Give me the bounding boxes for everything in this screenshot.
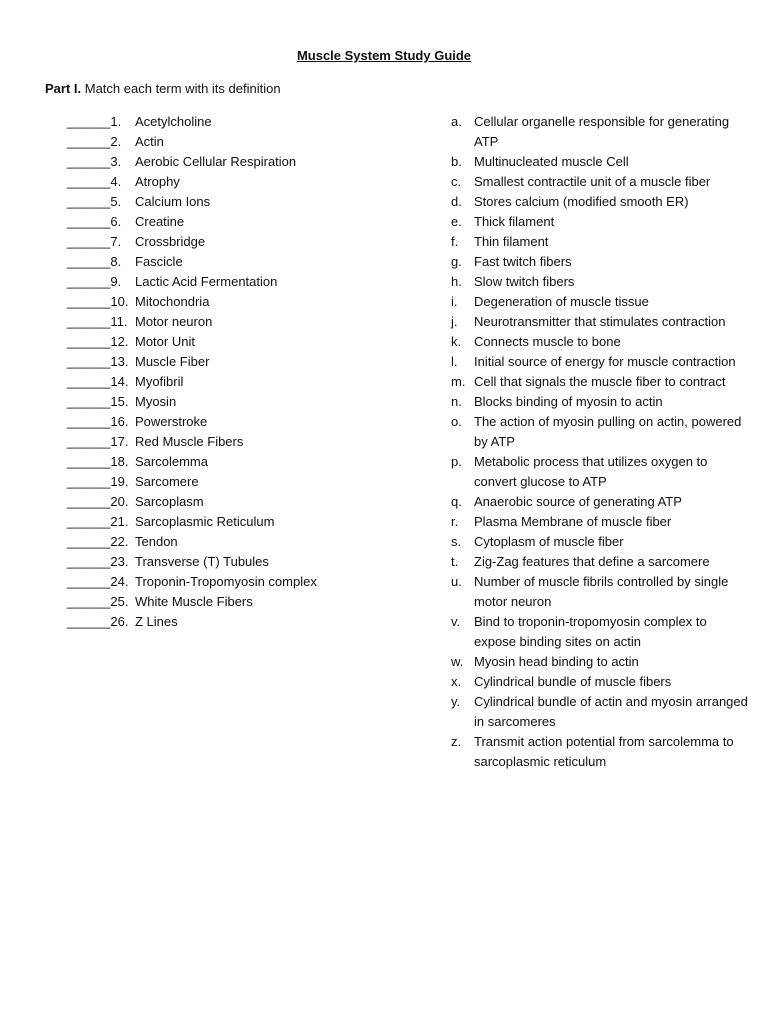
- definition-item: [451, 392, 751, 412]
- term-answer-blank[interactable]: ______24.: [67, 574, 129, 589]
- term-item: [67, 132, 397, 152]
- term-item: [67, 352, 397, 372]
- term-answer-blank[interactable]: ______8.: [67, 254, 122, 269]
- definition-letter: j.: [451, 314, 458, 329]
- term-item: [67, 192, 397, 212]
- definition-text: Multinucleated muscle Cell: [474, 154, 629, 169]
- term-answer-blank[interactable]: ______3.: [67, 154, 122, 169]
- part-label: Part I.: [45, 81, 82, 96]
- term-answer-blank[interactable]: ______13.: [67, 354, 129, 369]
- term-item: [67, 272, 397, 292]
- term-name: Sarcoplasm: [135, 494, 204, 509]
- term-item: [67, 332, 397, 352]
- definition-text: Myosin head binding to actin: [474, 654, 639, 669]
- definition-item: [451, 672, 751, 692]
- definition-item: [451, 192, 751, 212]
- definition-item: [451, 652, 751, 672]
- definition-item: [451, 612, 751, 652]
- term-answer-blank[interactable]: ______1.: [67, 114, 122, 129]
- term-name: Transverse (T) Tubules: [135, 554, 269, 569]
- definition-letter: z.: [451, 734, 462, 749]
- definition-item: [451, 572, 751, 612]
- definition-text: Connects muscle to bone: [474, 334, 621, 349]
- definition-item: [451, 552, 751, 572]
- definition-letter: r.: [451, 514, 459, 529]
- term-answer-blank[interactable]: ______4.: [67, 174, 122, 189]
- term-answer-blank[interactable]: ______5.: [67, 194, 122, 209]
- term-answer-blank[interactable]: ______10.: [67, 294, 129, 309]
- term-answer-blank[interactable]: ______2.: [67, 134, 122, 149]
- term-item: [67, 512, 397, 532]
- definition-text: Thin filament: [474, 234, 549, 249]
- term-answer-blank[interactable]: ______26.: [67, 614, 129, 629]
- term-answer-blank[interactable]: ______19.: [67, 474, 129, 489]
- term-name: Sarcomere: [135, 474, 199, 489]
- definition-letter: l.: [451, 354, 458, 369]
- term-name: Myosin: [135, 394, 177, 409]
- definition-item: [451, 512, 751, 532]
- term-item: [67, 392, 397, 412]
- definition-text: Metabolic process that utilizes oxygen to convert glucose to ATP: [474, 454, 708, 489]
- definition-letter: e.: [451, 214, 462, 229]
- term-item: [67, 312, 397, 332]
- term-answer-blank[interactable]: ______20.: [67, 494, 129, 509]
- term-name: Powerstroke: [135, 414, 208, 429]
- term-item: [67, 232, 397, 252]
- definition-text: Cell that signals the muscle fiber to contract: [474, 374, 726, 389]
- definition-letter: k.: [451, 334, 462, 349]
- definition-letter: g.: [451, 254, 462, 269]
- definition-item: [451, 112, 751, 152]
- terms-list: [67, 112, 397, 632]
- term-name: Calcium Ions: [135, 194, 211, 209]
- term-item: [67, 612, 397, 632]
- definition-item: [451, 732, 751, 772]
- term-name: Troponin-Tropomyosin complex: [135, 574, 317, 589]
- definition-letter: a.: [451, 114, 462, 129]
- definition-text: Stores calcium (modified smooth ER): [474, 194, 689, 209]
- definition-item: [451, 452, 751, 492]
- part-heading: [45, 80, 281, 98]
- term-answer-blank[interactable]: ______11.: [67, 314, 128, 329]
- definition-item: [451, 692, 751, 732]
- definition-letter: o.: [451, 414, 462, 429]
- term-name: Fascicle: [135, 254, 183, 269]
- definition-item: [451, 252, 751, 272]
- term-name: Mitochondria: [135, 294, 210, 309]
- term-answer-blank[interactable]: ______21.: [67, 514, 129, 529]
- term-name: Red Muscle Fibers: [135, 434, 244, 449]
- definition-text: The action of myosin pulling on actin, powered by ATP: [474, 414, 742, 449]
- definition-item: [451, 372, 751, 392]
- term-name: Z Lines: [135, 614, 178, 629]
- definition-text: Fast twitch fibers: [474, 254, 572, 269]
- definition-letter: b.: [451, 154, 462, 169]
- term-name: Motor neuron: [135, 314, 213, 329]
- definition-letter: p.: [451, 454, 462, 469]
- term-item: [67, 112, 397, 132]
- definition-text: Anaerobic source of generating ATP: [474, 494, 682, 509]
- definition-text: Cytoplasm of muscle fiber: [474, 534, 624, 549]
- page-title: Muscle System Study Guide: [296, 48, 472, 63]
- term-name: Sarcolemma: [135, 454, 208, 469]
- term-answer-blank[interactable]: ______18.: [67, 454, 129, 469]
- term-item: [67, 472, 397, 492]
- definition-text: Cellular organelle responsible for generating ATP: [474, 114, 730, 149]
- definition-letter: n.: [451, 394, 462, 409]
- term-answer-blank[interactable]: ______7.: [67, 234, 122, 249]
- term-answer-blank[interactable]: ______14.: [67, 374, 129, 389]
- definition-letter: f.: [451, 234, 459, 249]
- definition-item: [451, 292, 751, 312]
- term-answer-blank[interactable]: ______16.: [67, 414, 129, 429]
- definition-text: Bind to troponin-tropomyosin complex to expose binding sites on actin: [474, 614, 707, 649]
- definition-text: Transmit action potential from sarcolemma to sarcoplasmic reticulum: [474, 734, 734, 769]
- definition-text: Slow twitch fibers: [474, 274, 575, 289]
- definition-text: Smallest contractile unit of a muscle fiber: [474, 174, 711, 189]
- definition-item: [451, 232, 751, 252]
- definition-letter: d.: [451, 194, 462, 209]
- definition-letter: i.: [451, 294, 458, 309]
- definition-letter: q.: [451, 494, 462, 509]
- definition-text: Plasma Membrane of muscle fiber: [474, 514, 672, 529]
- term-name: Aerobic Cellular Respiration: [135, 154, 297, 169]
- term-item: [67, 532, 397, 552]
- term-name: Tendon: [135, 534, 178, 549]
- definition-text: Cylindrical bundle of actin and myosin arranged in sarcomeres: [474, 694, 748, 729]
- definition-text: Initial source of energy for muscle contraction: [474, 354, 736, 369]
- term-answer-blank[interactable]: ______17.: [67, 434, 129, 449]
- definition-letter: u.: [451, 574, 462, 589]
- definition-text: Number of muscle fibrils controlled by single motor neuron: [474, 574, 729, 609]
- term-item: [67, 492, 397, 512]
- definition-letter: v.: [451, 614, 461, 629]
- definition-item: [451, 352, 751, 372]
- definition-letter: c.: [451, 174, 462, 189]
- definition-text: Zig-Zag features that define a sarcomere: [474, 554, 710, 569]
- definition-letter: y.: [451, 694, 461, 709]
- definition-letter: s.: [451, 534, 462, 549]
- term-item: [67, 292, 397, 312]
- definition-item: [451, 272, 751, 292]
- term-item: [67, 432, 397, 452]
- term-item: [67, 172, 397, 192]
- definition-letter: w.: [451, 654, 464, 669]
- term-item: [67, 592, 397, 612]
- definition-letter: h.: [451, 274, 462, 289]
- term-item: [67, 372, 397, 392]
- term-item: [67, 412, 397, 432]
- term-item: [67, 572, 397, 592]
- definition-text: Neurotransmitter that stimulates contraction: [474, 314, 726, 329]
- term-answer-blank[interactable]: ______23.: [67, 554, 129, 569]
- definition-item: [451, 312, 751, 332]
- term-answer-blank[interactable]: ______12.: [67, 334, 129, 349]
- definition-item: [451, 412, 751, 452]
- term-name: Sarcoplasmic Reticulum: [135, 514, 275, 529]
- definition-item: [451, 532, 751, 552]
- term-answer-blank[interactable]: ______25.: [67, 594, 129, 609]
- term-name: Motor Unit: [135, 334, 195, 349]
- term-name: Lactic Acid Fermentation: [135, 274, 278, 289]
- term-name: Atrophy: [135, 174, 180, 189]
- term-name: White Muscle Fibers: [135, 594, 253, 609]
- term-name: Actin: [135, 134, 164, 149]
- definition-item: [451, 492, 751, 512]
- definition-item: [451, 172, 751, 192]
- definition-text: Degeneration of muscle tissue: [474, 294, 649, 309]
- definition-letter: t.: [451, 554, 459, 569]
- term-item: [67, 212, 397, 232]
- term-name: Myofibril: [135, 374, 184, 389]
- term-item: [67, 152, 397, 172]
- definition-letter: x.: [451, 674, 462, 689]
- term-item: [67, 252, 397, 272]
- definition-item: [451, 332, 751, 352]
- term-item: [67, 552, 397, 572]
- definition-item: [451, 152, 751, 172]
- definition-text: Thick filament: [474, 214, 555, 229]
- term-name: Creatine: [135, 214, 185, 229]
- definition-text: Cylindrical bundle of muscle fibers: [474, 674, 672, 689]
- definitions-list: [451, 112, 751, 772]
- term-answer-blank[interactable]: ______22.: [67, 534, 129, 549]
- definition-letter: m.: [451, 374, 466, 389]
- term-answer-blank[interactable]: ______9.: [67, 274, 122, 289]
- term-item: [67, 452, 397, 472]
- term-name: Acetylcholine: [135, 114, 212, 129]
- part-instruction: Match each term with its definition: [84, 81, 281, 96]
- term-answer-blank[interactable]: ______15.: [67, 394, 129, 409]
- definition-text: Blocks binding of myosin to actin: [474, 394, 663, 409]
- definition-item: [451, 212, 751, 232]
- term-answer-blank[interactable]: ______6.: [67, 214, 122, 229]
- term-name: Crossbridge: [135, 234, 206, 249]
- term-name: Muscle Fiber: [135, 354, 210, 369]
